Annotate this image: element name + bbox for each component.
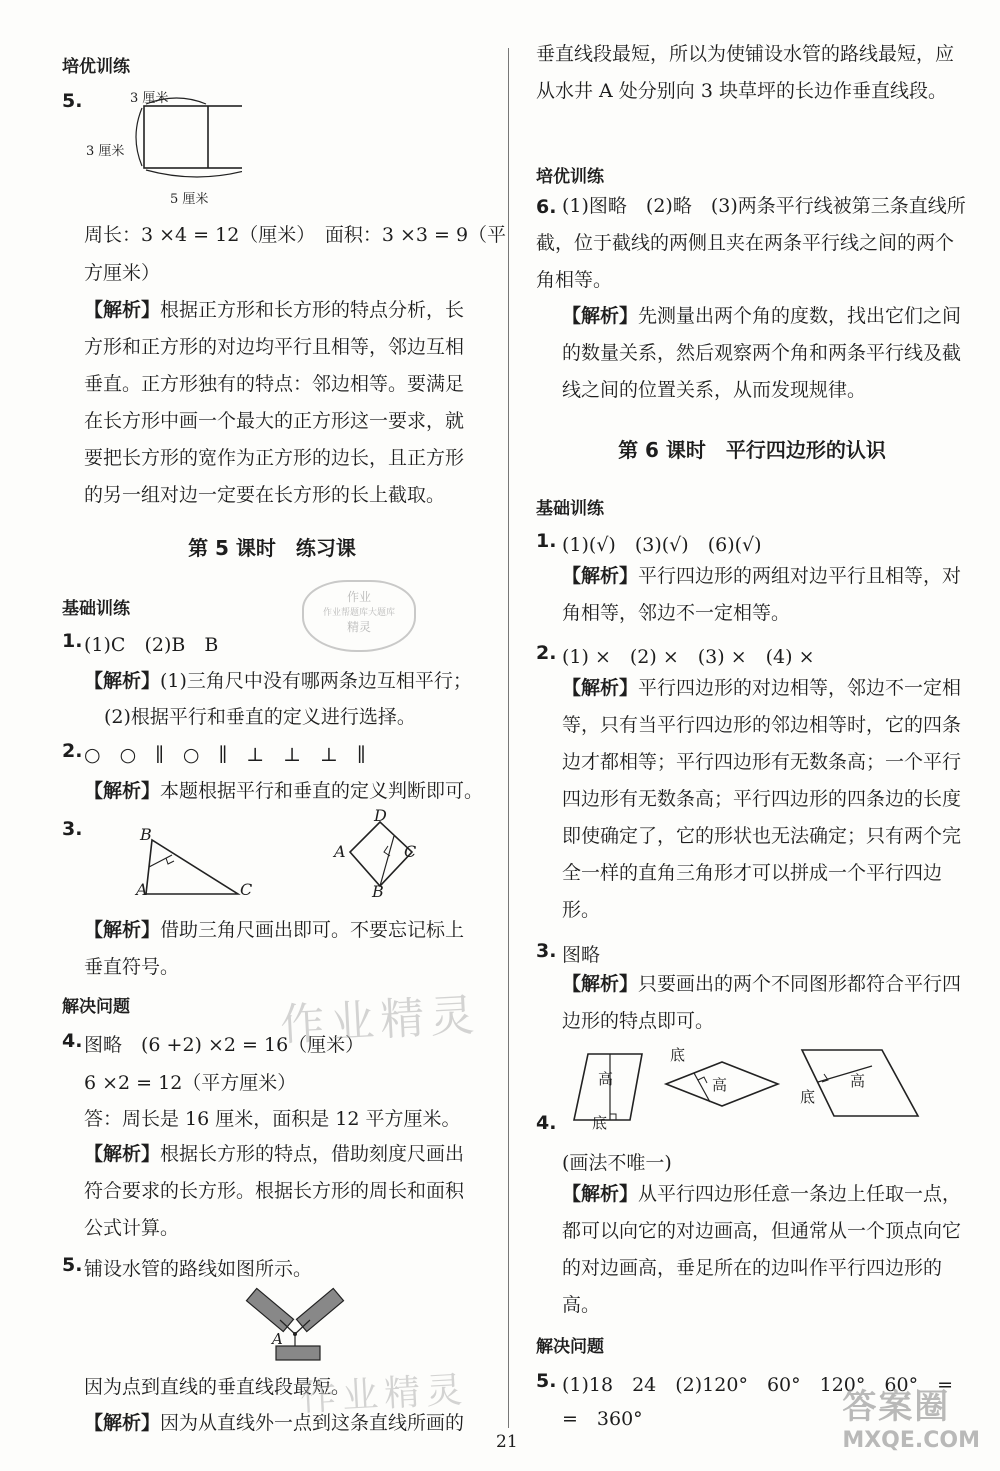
analysis-tag: 【解析】 — [84, 780, 161, 802]
point-label: A — [272, 1330, 283, 1348]
analysis-text: 先测量出两个角的度数，找出它们之间的数量关系，然后观察两个角和两条平行线及截线之间的位置关系，从而发现规律。 — [562, 305, 962, 401]
base-label: 底 — [800, 1088, 816, 1106]
analysis — [84, 912, 482, 986]
lesson-name: 平行四边形的认识 — [725, 438, 886, 462]
height-label: 高 — [598, 1070, 614, 1088]
lesson-name: 练习课 — [295, 536, 356, 560]
answer-line: ○ ○ ∥ ○ ∥ ⊥ ⊥ ⊥ ∥ — [84, 744, 366, 766]
analysis — [562, 966, 966, 1040]
answer-line: (画法不唯一) — [562, 1152, 672, 1174]
answer-line: 图略 — [562, 944, 601, 966]
answer-line: 因为点到直线的垂直线段最短。 — [84, 1376, 351, 1398]
continued-text: 垂直线段最短，所以为使铺设水管的路线最短，应从水井 A 处分别向 3 块草坪的长边作垂直线段。 — [536, 43, 955, 102]
analysis-text: 因为从直线外一点到这条直线所画的 — [160, 1412, 465, 1434]
analysis-text: (2)根据平行和垂直的定义进行选择。 — [104, 706, 416, 728]
analysis-text: 根据长方形的特点，借助刻度尺画出符合要求的长方形。根据长方形的周长和面积公式计算。 — [84, 1143, 465, 1239]
parallelogram-figures — [562, 1044, 952, 1134]
question-number: 2. — [536, 642, 557, 664]
question-number: 4. — [62, 1030, 83, 1052]
analysis-tag: 【解析】 — [84, 670, 161, 692]
vertex-label: B — [140, 825, 152, 844]
section-heading: 培优训练 — [536, 167, 604, 187]
base-label: 底 — [592, 1114, 608, 1132]
stamp-text: 作业 — [346, 590, 371, 604]
answer-line: 周长：3 ×4 = 12（厘米） 面积：3 ×3 = 9（平 — [84, 224, 507, 246]
vertex-label: B — [372, 882, 384, 901]
analysis-text: 根据正方形和长方形的特点分析，长方形和正方形的对边均平行且相等，邻边互相垂直。正方形独有的特点：邻边相等。要满足在长方形中画一个最大的正方形这一要求，就要把长方形的宽作为正方形的边长，且正方形的另一组对边一定要在长方形的长上截取。 — [84, 299, 465, 506]
answer-line: 答：周长是 16 厘米，面积是 12 平方厘米。 — [84, 1108, 461, 1130]
answer-line: 图略 (6 +2) ×2 = 16（厘米） — [84, 1034, 365, 1056]
lesson-title — [536, 434, 968, 463]
water-pipe-figure — [240, 1284, 350, 1364]
analysis-tag: 【解析】 — [562, 677, 639, 699]
analysis — [562, 298, 966, 409]
answer-line: (1)图略 (2)略 (3)两条平行线被第三条直线所截，位于截线的两侧且夹在两条平行线之间的两个角相等。 — [536, 195, 966, 291]
section-heading: 解决问题 — [536, 1337, 604, 1357]
vertex-label: C — [240, 880, 253, 899]
page-number: 21 — [496, 1432, 518, 1452]
watermark: 作业精灵 — [299, 1369, 470, 1420]
question-number: 3. — [62, 818, 83, 840]
answer-line: (1)C (2)B B — [84, 634, 219, 656]
question-number: 3. — [536, 940, 557, 962]
watermark: 作业精灵 — [279, 989, 482, 1052]
section-heading: 解决问题 — [62, 997, 130, 1017]
stamp-text: 作业帮题库大题库 — [322, 608, 395, 618]
question-number: 5. — [62, 90, 83, 112]
figure-label-top: 3 厘米 — [130, 91, 169, 106]
question-number: 4. — [536, 1112, 557, 1134]
site-watermark-url: MXQE.COM — [842, 1428, 980, 1453]
answer-line: 方厘米） — [84, 262, 161, 284]
triangle-figures — [122, 812, 442, 912]
question-number: 5. — [536, 1370, 557, 1392]
answer-line: = 360° — [562, 1408, 643, 1430]
answer-line: (1) × (2) × (3) × (4) × — [562, 646, 815, 668]
watermark-stamp — [302, 580, 416, 652]
analysis-tag: 【解析】 — [84, 299, 161, 321]
question-number: 6. — [536, 196, 557, 218]
height-label: 高 — [850, 1072, 866, 1090]
analysis-text: 平行四边形的两组对边平行且相等，对角相等，邻边不一定相等。 — [562, 565, 962, 624]
analysis-tag: 【解析】 — [84, 919, 161, 941]
analysis-tag: 【解析】 — [562, 565, 639, 587]
question-5 — [62, 90, 482, 207]
section-heading: 基础训练 — [536, 499, 604, 519]
section-heading: 基础训练 — [62, 599, 130, 619]
vertex-label: D — [374, 806, 387, 825]
figure-label-left: 3 厘米 — [86, 144, 125, 159]
question-number: 5. — [62, 1254, 83, 1276]
question-number: 1. — [62, 630, 83, 652]
stamp-text: 精灵 — [346, 620, 371, 634]
question-number: 1. — [536, 530, 557, 552]
analysis-text: (1)三角尺中没有哪两条边互相平行； — [160, 670, 472, 692]
site-watermark — [842, 1379, 980, 1453]
analysis — [562, 670, 966, 929]
analysis — [562, 558, 966, 632]
answer-line: 铺设水管的路线如图所示。 — [84, 1258, 313, 1280]
analysis-text: 本题根据平行和垂直的定义判断即可。 — [160, 780, 484, 802]
analysis-tag: 【解析】 — [84, 1412, 161, 1434]
analysis-tag: 【解析】 — [562, 973, 639, 995]
analysis-text: 从平行四边形任意一条边上任取一点，都可以向它的对边画高，但通常从一个顶点向它的对边画高，垂足所在的边叫作平行四边形的高。 — [562, 1183, 962, 1316]
site-watermark-text: 答案圈 — [842, 1387, 951, 1427]
answer-text — [536, 188, 966, 299]
analysis — [84, 292, 482, 514]
height-label: 高 — [712, 1076, 728, 1094]
analysis — [84, 1136, 482, 1247]
lesson-number: 第 5 课时 — [188, 536, 276, 560]
lesson-number: 第 6 课时 — [618, 438, 706, 462]
answer-line: (1)(√) (3)(√) (6)(√) — [562, 534, 762, 556]
column-divider — [508, 48, 509, 1428]
analysis-text: 只要画出的两个不同图形都符合平行四边形的特点即可。 — [562, 973, 962, 1032]
analysis — [562, 1176, 966, 1324]
answer-line: (1)18 24 (2)120° 60° 120° 60° = — [562, 1374, 953, 1396]
figure-label-bottom: 5 厘米 — [170, 192, 209, 207]
answer-line: 6 ×2 = 12（平方厘米） — [84, 1072, 297, 1094]
vertex-label: A — [334, 842, 346, 861]
section-heading: 培优训练 — [62, 57, 130, 77]
lesson-title — [62, 532, 482, 561]
analysis — [84, 666, 472, 693]
analysis-text: 平行四边形的对边相等，邻边不一定相等，只有当平行四边形的邻边相等时，它的四条边才都相等；平行四边形有无数条高；一个平行四边形有无数条高；平行四边形的四条边的长度即使确定了，它的形状也无法确定；只有两个完全一样的直角三角形才可以拼成一个平行四边形。 — [562, 677, 962, 921]
analysis-text: 借助三角尺画出即可。不要忘记标上垂直符号。 — [84, 919, 465, 978]
analysis-tag: 【解析】 — [562, 305, 639, 327]
vertex-label: C — [404, 842, 417, 861]
analysis — [84, 776, 483, 803]
vertex-label: A — [136, 880, 148, 899]
base-label: 底 — [670, 1046, 686, 1064]
question-number: 2. — [62, 740, 83, 762]
analysis-tag: 【解析】 — [84, 1143, 161, 1165]
analysis-tag: 【解析】 — [562, 1183, 639, 1205]
